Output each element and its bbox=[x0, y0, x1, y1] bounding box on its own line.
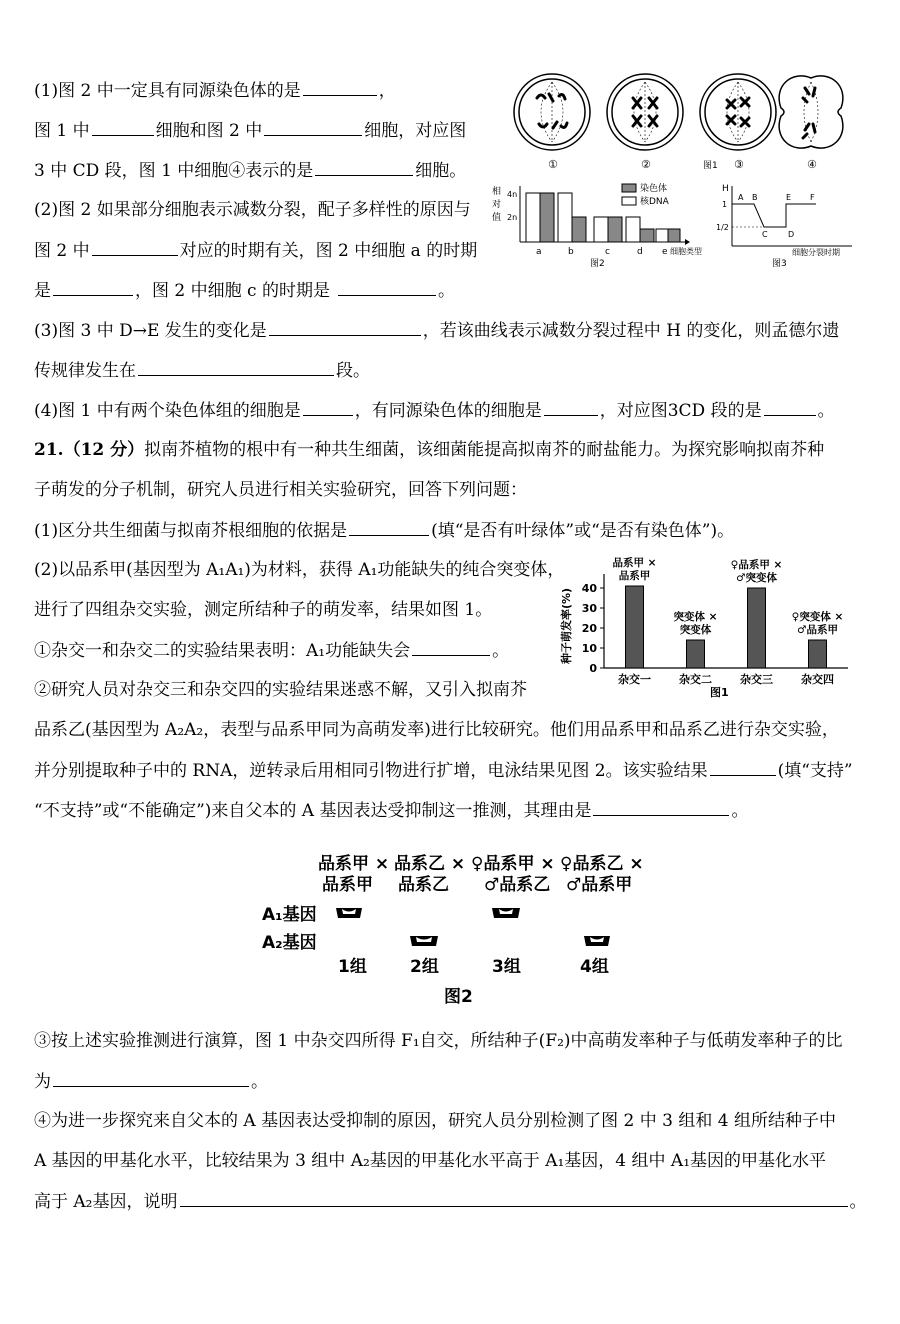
gel-bands bbox=[336, 908, 610, 946]
q20-2-line2: 图 2 中 对应的时期有关，图 2 中细胞 a 的时期 bbox=[34, 241, 478, 261]
legend-dna: 核DNA bbox=[640, 197, 669, 207]
cell-4-chromosomes bbox=[803, 88, 815, 138]
germ-caption: 图1 bbox=[710, 686, 729, 699]
fig3-xlabel: 细胞分裂时期 bbox=[792, 248, 840, 257]
q21-2-line2: 进行了四组杂交实验，测定所结种子的萌发率，结果如图 1。 bbox=[34, 600, 493, 620]
answer-blank[interactable] bbox=[53, 1070, 249, 1087]
gel-header-3a: ♀品系甲 × bbox=[471, 854, 555, 874]
cell-2-label: ② bbox=[641, 158, 651, 171]
q21-4-line3: 高于 A₂基因，说明 。 bbox=[34, 1192, 867, 1212]
q21-2-line1: (2)以品系甲(基因型为 A₁A₁)为材料，获得 A₁功能缺失的纯合突变体， bbox=[34, 560, 565, 580]
answer-blank[interactable] bbox=[303, 399, 353, 416]
svg-text:对: 对 bbox=[492, 200, 502, 210]
svg-text:C: C bbox=[762, 230, 768, 239]
fig2-ytick-4n: 4n bbox=[507, 190, 518, 199]
fig2-xlabel: 细胞类型 bbox=[670, 247, 702, 256]
svg-text:B: B bbox=[752, 193, 758, 202]
svg-text:b: b bbox=[568, 247, 574, 257]
germ-ytick-label: 10 bbox=[581, 642, 597, 655]
germ-bar bbox=[687, 640, 705, 668]
germ-ytick-label: 40 bbox=[581, 582, 597, 595]
gel-header-1b: 品系甲 bbox=[322, 875, 373, 895]
gel-row-a2: A₂基因 bbox=[262, 933, 317, 953]
gel-group-2: 2组 bbox=[410, 957, 439, 977]
answer-blank[interactable] bbox=[138, 359, 334, 376]
germ-category-label: 杂交四 bbox=[801, 673, 834, 686]
germ-category-label: 杂交一 bbox=[618, 673, 651, 686]
q21-2-line5: 品系乙(基因型为 A₂A₂，表型与品系甲同为高萌发率)进行比较研究。他们用品系甲和品系乙进行杂交实验， bbox=[34, 720, 839, 740]
figure2-chart bbox=[490, 180, 710, 270]
q21-heading: 21.（12 分）拟南芥植物的根中有一种共生细菌，该细菌能提高拟南芥的耐盐能力。为探究影响拟南芥种 bbox=[34, 440, 825, 460]
germ-bar-label: 突变体 bbox=[679, 624, 712, 636]
germ-bar-label: ♂品系甲 bbox=[797, 624, 838, 636]
gel-header-4a: ♀品系乙 × bbox=[560, 854, 644, 874]
answer-blank[interactable] bbox=[349, 519, 429, 536]
germ-bar bbox=[748, 588, 766, 668]
gel-header-1a: 品系甲 × bbox=[318, 854, 390, 874]
gel-row-a1: A₁基因 bbox=[262, 905, 317, 925]
germ-bar bbox=[809, 640, 827, 668]
fig3-ylabel: H bbox=[722, 184, 729, 194]
germ-bar-label: ♀品系甲 × bbox=[730, 559, 783, 571]
figure1-caption: 图1 bbox=[703, 161, 718, 171]
gel-header-2b: 品系乙 bbox=[398, 875, 449, 895]
gel-header-2a: 品系乙 × bbox=[394, 854, 466, 874]
legend-dna-swatch bbox=[622, 197, 636, 205]
q20-1-line2: 图 1 中 细胞和图 2 中 细胞，对应图 bbox=[34, 121, 467, 141]
answer-blank[interactable] bbox=[764, 399, 816, 416]
svg-text:e: e bbox=[662, 247, 668, 257]
germ-bar-label: 突变体 × bbox=[673, 611, 718, 623]
svg-text:E: E bbox=[786, 193, 792, 202]
legend-chromosome: 染色体 bbox=[640, 184, 668, 194]
q21-2-line4: ②研究人员对杂交三和杂交四的实验结果迷惑不解，又引入拟南芥 bbox=[34, 680, 527, 700]
germ-bar-label: 品系甲 × bbox=[612, 557, 657, 569]
answer-blank[interactable] bbox=[53, 279, 133, 296]
svg-text:a: a bbox=[536, 247, 542, 257]
answer-blank[interactable] bbox=[269, 319, 421, 336]
q20-3-line1: (3)图 3 中 D→E 发生的变化是 ，若该曲线表示减数分裂过程中 H 的变化，则孟德尔遗 bbox=[34, 321, 840, 341]
answer-blank[interactable] bbox=[315, 159, 413, 176]
gel-group-3: 3组 bbox=[492, 957, 521, 977]
gel-header-4b: ♂品系甲 bbox=[566, 875, 633, 895]
q21-4-line1: ④为进一步探究来自父本的 A 基因表达受抑制的原因，研究人员分别检测了图 2 中 3 组和 4 组所结种子中 bbox=[34, 1111, 836, 1131]
germ-ytick-label: 30 bbox=[581, 602, 597, 615]
q21-1: (1)区分共生细菌与拟南芥根细胞的依据是 (填“是否有叶绿体”或“是否有染色体”)。 bbox=[34, 521, 735, 541]
q20-1-line3: 3 中 CD 段，图 1 中细胞④表示的是 细胞。 bbox=[34, 161, 467, 181]
q20-1-line1: (1)图 2 中一定具有同源染色体的是 ， bbox=[34, 81, 396, 101]
q21-4-line2: A 基因的甲基化水平，比较结果为 3 组中 A₂基因的甲基化水平高于 A₁基因，4 组中 A₁基因的甲基化水平 bbox=[34, 1151, 827, 1171]
q21-2-line6: 并分别提取种子中的 RNA，逆转录后用相同引物进行扩增，电泳结果见图 2。该实验结果 (填“支持” bbox=[34, 761, 853, 781]
germ-ytick-label: 0 bbox=[589, 662, 597, 675]
q21-2-line3: ①杂交一和杂交二的实验结果表明：A₁功能缺失会 。 bbox=[34, 641, 510, 661]
svg-text:D: D bbox=[788, 230, 795, 239]
q20-4: (4)图 1 中有两个染色体组的细胞是 ，有同源染色体的细胞是 ，对应图3CD 段的是 。 bbox=[34, 401, 835, 421]
q20-2-line3: 是 ，图 2 中细胞 c 的时期是 。 bbox=[34, 281, 455, 301]
cell-4-label: ④ bbox=[807, 158, 817, 171]
figure2-caption: 图2 bbox=[590, 259, 605, 269]
answer-blank[interactable] bbox=[412, 639, 490, 656]
svg-text:d: d bbox=[637, 247, 643, 257]
germ-bar bbox=[626, 586, 644, 668]
answer-blank[interactable] bbox=[92, 119, 154, 136]
gel-group-1: 1组 bbox=[338, 957, 367, 977]
q21-number: 21.（12 分） bbox=[34, 440, 145, 460]
q21-heading-line2: 子萌发的分子机制，研究人员进行相关实验研究，回答下列问题： bbox=[34, 480, 527, 500]
cell-3-label: ③ bbox=[734, 158, 744, 171]
germination-chart bbox=[562, 556, 868, 702]
figure3-caption: 图3 bbox=[772, 259, 787, 269]
germ-category-label: 杂交三 bbox=[740, 673, 773, 686]
figure1-cells bbox=[505, 68, 850, 176]
answer-blank[interactable] bbox=[710, 759, 776, 776]
q21-3-line1: ③按上述实验推测进行演算，图 1 中杂交四所得 F₁自交，所结种子(F₂)中高萌发率种子与低萌发率种子的比 bbox=[34, 1031, 843, 1051]
svg-text:1/2: 1/2 bbox=[716, 223, 729, 232]
q20-3-line2: 传规律发生在 段。 bbox=[34, 361, 370, 381]
gel-header-3b: ♂品系乙 bbox=[484, 875, 551, 895]
answer-blank[interactable] bbox=[92, 239, 178, 256]
svg-text:值: 值 bbox=[492, 213, 502, 223]
answer-blank[interactable] bbox=[180, 1190, 848, 1207]
germ-bar-label: ♂突变体 bbox=[736, 572, 777, 584]
figure3-chart bbox=[712, 180, 862, 270]
cell-1-label: ① bbox=[548, 158, 558, 171]
answer-blank[interactable] bbox=[544, 399, 598, 416]
svg-text:c: c bbox=[605, 247, 610, 257]
answer-blank[interactable] bbox=[303, 79, 377, 96]
gel-group-4: 4组 bbox=[580, 957, 609, 977]
germ-ylabel: 种子萌发率(%) bbox=[560, 587, 573, 665]
answer-blank[interactable] bbox=[264, 119, 362, 136]
germ-bar-label: 品系甲 bbox=[618, 570, 651, 582]
svg-text:A: A bbox=[738, 193, 744, 202]
cell-4-outline bbox=[779, 76, 843, 148]
q20-2-line1: (2)图 2 如果部分细胞表示减数分裂，配子多样性的原因与 bbox=[34, 200, 471, 220]
gel-caption: 图2 bbox=[444, 987, 473, 1007]
answer-blank[interactable] bbox=[593, 799, 729, 816]
germ-ytick-label: 20 bbox=[581, 622, 597, 635]
legend-chromosome-swatch bbox=[622, 184, 636, 192]
q21-3-line2: 为 。 bbox=[34, 1072, 268, 1092]
answer-blank[interactable] bbox=[338, 279, 436, 296]
germ-bar-label: ♀突变体 × bbox=[791, 611, 844, 623]
svg-text:相: 相 bbox=[492, 187, 502, 197]
gel-figure bbox=[258, 848, 658, 1008]
svg-text:1: 1 bbox=[722, 200, 728, 209]
germ-category-label: 杂交二 bbox=[679, 673, 712, 686]
fig2-ytick-2n: 2n bbox=[507, 213, 518, 222]
q21-2-line7: “不支持”或“不能确定”)来自父本的 A 基因表达受抑制这一推测，其理由是 。 bbox=[34, 801, 749, 821]
svg-text:F: F bbox=[810, 193, 815, 202]
